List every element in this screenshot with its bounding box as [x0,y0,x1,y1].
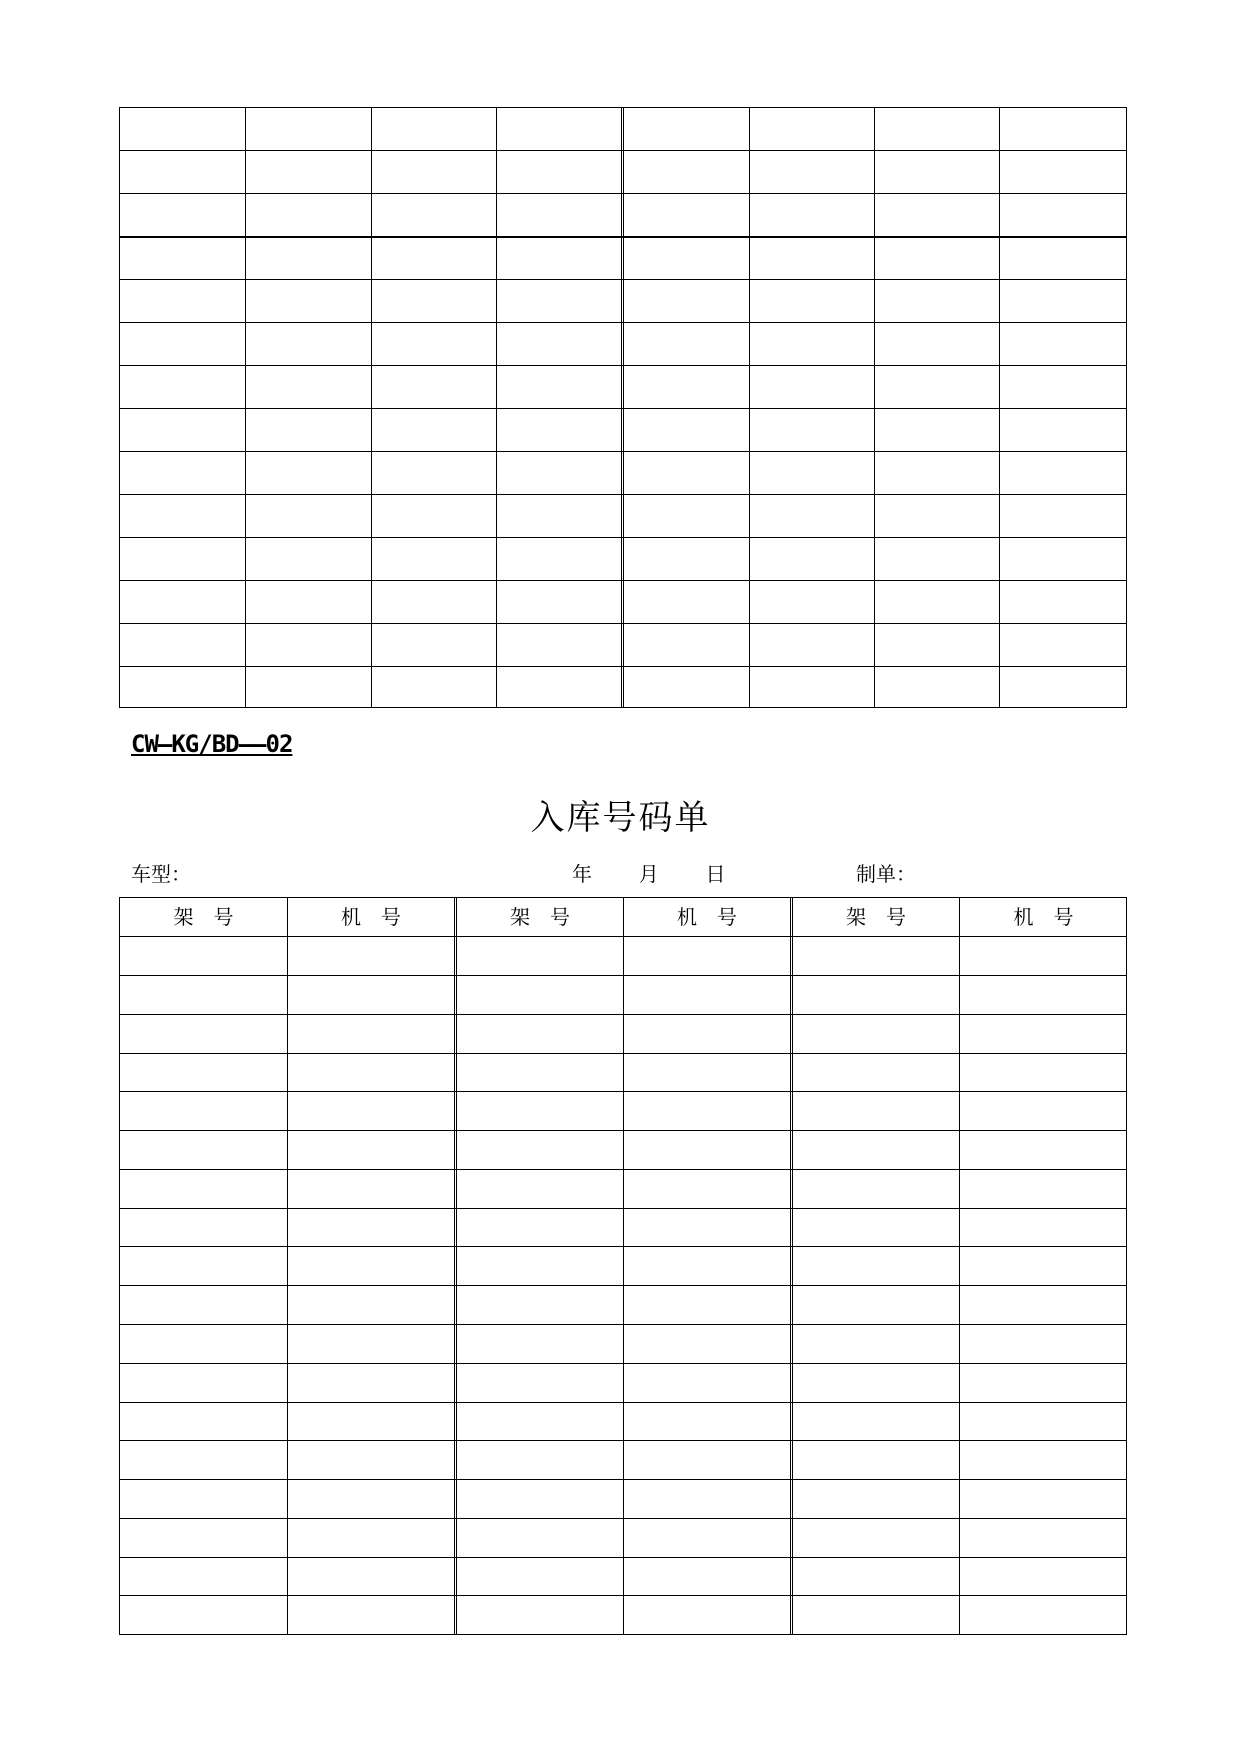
table-header-frame-no: 架 号 [510,905,570,929]
table-column-double-line [454,898,457,1634]
table-column-line [371,108,372,707]
inbound-number-table [119,897,1127,1635]
table-column-line [496,108,497,707]
page-title: 入库号码单 [530,798,711,838]
car-type-label: 车型： [131,862,191,886]
continuation-table [119,107,1127,708]
table-column-line [959,898,960,1634]
table-column-line [999,108,1000,707]
table-header-engine-no: 机 号 [677,905,737,929]
document-code: CW—KG/BD——02 [131,730,293,758]
table-column-double-line [790,898,793,1634]
table-header-frame-no: 架 号 [846,905,906,929]
date-labels [572,858,725,887]
table-header-frame-no: 架 号 [173,905,234,929]
table-header-engine-no: 机 号 [1013,905,1074,929]
table-column-double-line [621,108,624,707]
month-label: 月 [638,862,659,886]
table-column-line [623,898,624,1634]
year-label: 年 [572,862,592,886]
table-header-engine-no: 机 号 [341,905,401,929]
maker-label: 制单： [856,862,916,886]
table-column-line [874,108,875,707]
table-column-line [245,108,246,707]
table-column-line [749,108,750,707]
table-column-line [287,898,288,1634]
day-label: 日 [705,862,726,886]
